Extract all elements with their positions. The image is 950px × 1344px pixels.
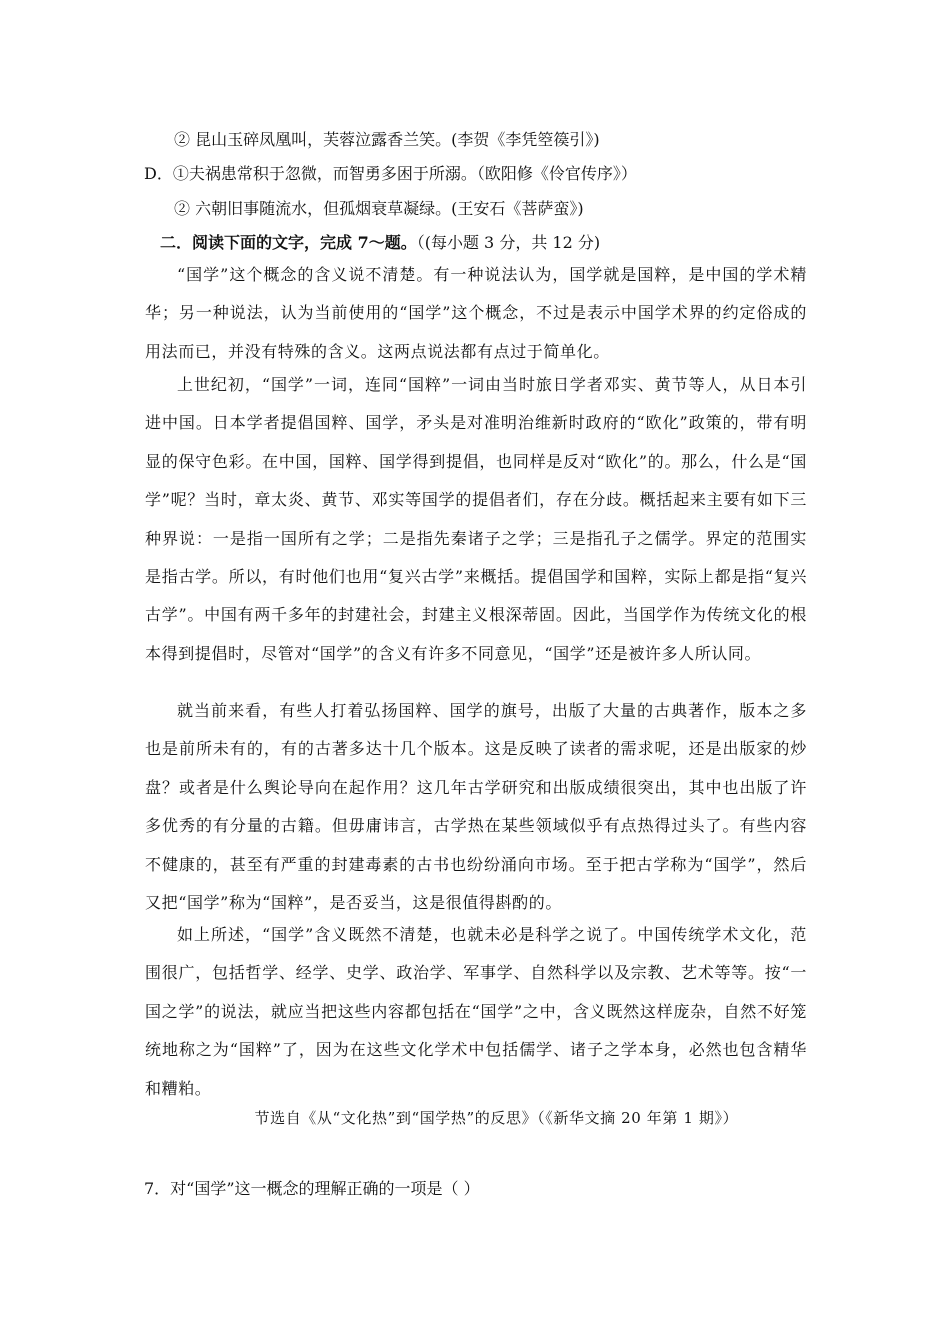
- passage-paragraph-2: 上世纪初，“国学”一词，连同“国粹”一词由当时旅日学者邓实、黄节等人，从日本引进中国。日本学者提倡国粹、国学，矛头是对准明治维新时政府的“欧化”政策的，带有明显的保守色彩。在中国，国粹、国学得到提倡，也同样是反对“欧化”的。那么，什么是“国学”呢？当时，章太炎、黄节、邓实等国学的提倡者们，存在分歧。概括起来主要有如下三种界说：一是指一国所有之学；二是指先秦诸子之学；三是指孔子之儒学。界定的范围实是指古学。所以，有时他们也用“复兴古学”来概括。提倡国学和国粹，实际上都是指“复兴古学”。中国有两千多年的封建社会，封建主义根深蒂固。因此，当国学作为传统文化的根本得到提倡时，尽管对“国学”的含义有许多不同意见，“国学”还是被许多人所认同。: [145, 375, 807, 663]
- question-7: 7．对“国学”这一概念的理解正确的一项是（ ）: [144, 1179, 480, 1198]
- passage-paragraph-4: 如上所述，“国学”含义既然不清楚，也就未必是科学之说了。中国传统学术文化，范围很广，包括哲学、经学、史学、政治学、军事学、自然科学以及宗教、艺术等等。按“一国之学”的说法，就应当把这些内容都包括在“国学”之中，含义既然这样庞杂，自然不好笼统地称之为“国粹”了，因为在这些文化学术中包括儒学、诸子之学本身，必然也包含精华和糟粕。: [145, 925, 807, 1098]
- passage-paragraph-3: 就当前来看，有些人打着弘扬国粹、国学的旗号，出版了大量的古典著作，版本之多也是前所未有的，有的古著多达十几个版本。这是反映了读者的需求呢，还是出版家的炒盘？或者是什么舆论导向在起作用？这几年古学研究和出版成绩很突出，其中也出版了许多优秀的有分量的古籍。但毋庸讳言，古学热在某些领域似乎有点热得过头了。有些内容不健康的，甚至有严重的封建毒素的古书也纷纷涌向市场。至于把古学称为“国学”，然后又把“国学”称为“国粹”，是否妥当，这是很值得斟酌的。: [145, 701, 807, 913]
- option-c-line-2: ② 昆山玉碎凤凰叫，芙蓉泣露香兰笑。(李贺《李凭箜篌引》): [174, 130, 600, 149]
- section-heading: 二．阅读下面的文字，完成 7～题。: [160, 233, 417, 252]
- passage-source: 节选自《从“文化热”到“国学热”的反思》（《新华文摘 20 年第 1 期》）: [254, 1109, 739, 1127]
- passage-paragraph-1: “国学”这个概念的含义说不清楚。有一种说法认为，国学就是国粹，是中国的学术精华；另一种说法，认为当前使用的“国学”这个概念，不过是表示中国学术界的约定俗成的用法而已，并没有特殊的含义。这两点说法都有点过于简单化。: [145, 265, 807, 361]
- section-score-note: （(每小题 3 分，共 12 分): [416, 233, 601, 252]
- option-d-line-1: D．①夫祸患常积于忽微，而智勇多困于所溺。（欧阳修《伶官传序》）: [144, 164, 637, 183]
- option-d-line-2: ② 六朝旧事随流水，但孤烟衰草凝绿。(王安石《菩萨蛮》): [174, 199, 584, 218]
- section-heading-row: [160, 230, 600, 253]
